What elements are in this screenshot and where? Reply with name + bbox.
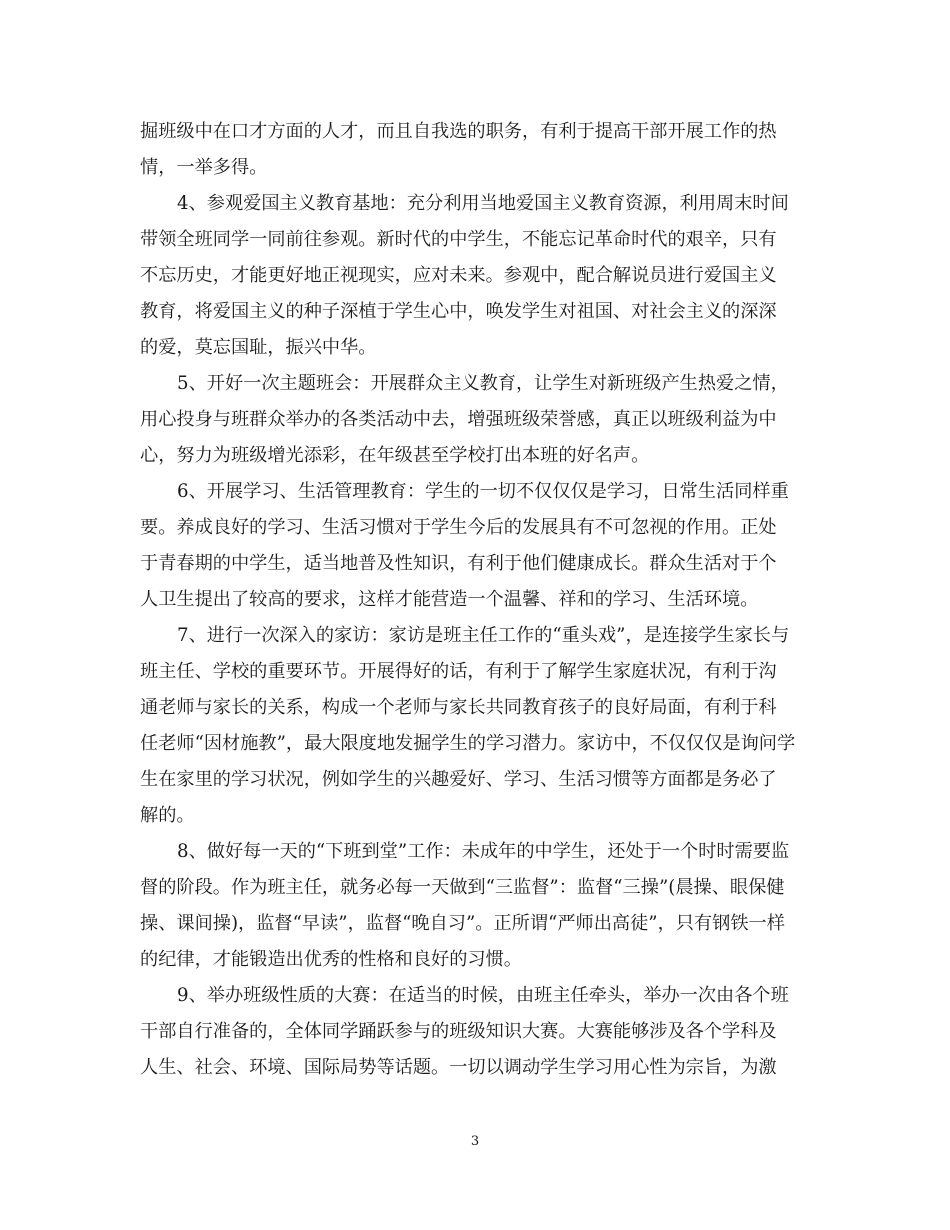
paragraph-start-line: 7、进行一次深入的家访：家访是班主任工作的“重头戏”，是连接学生家长与 [177,625,790,646]
text-line: 不忘历史，才能更好地正视现实，应对未来。参观中，配合解说员进行爱国主义 [140,265,777,286]
text-line: 情，一举多得。 [140,157,268,178]
text-line: 班主任、学校的重要环节。开展得好的话，有利于了解学生家庭状况，有利于沟 [140,661,777,682]
text-line: 督的阶段。作为班主任，就务必每一天做到“三监督”：监督“三操”(晨操、眼保健 [140,877,785,898]
text-line: 用心投身与班群众举办的各类活动中去，增强班级荣誉感，真正以班级利益为中 [140,409,777,430]
text-line: 干部自行准备的，全体同学踊跃参与的班级知识大赛。大赛能够涉及各个学科及 [140,1021,777,1042]
text-line: 生在家里的学习状况，例如学生的兴趣爱好、学习、生活习惯等方面都是务必了 [140,769,777,790]
paragraph-start-line: 8、做好每一天的“下班到堂”工作：未成年的中学生，还处于一个时时需要监 [177,841,790,862]
text-line: 人生、社会、环境、国际局势等话题。一切以调动学生学习用心性为宗旨，为激 [140,1057,777,1078]
text-line: 的爱，莫忘国耻，振兴中华。 [140,337,377,358]
text-line: 于青春期的中学生，适当地普及性知识，有利于他们健康成长。群众生活对于个 [140,553,777,574]
body-text [140,114,816,1086]
text-line: 带领全班同学一同前往参观。新时代的中学生，不能忘记革命时代的艰辛，只有 [140,229,777,250]
text-line: 教育，将爱国主义的种子深植于学生心中，唤发学生对祖国、对社会主义的深深 [140,301,777,322]
text-line: 掘班级中在口才方面的人才，而且自我选的职务，有利于提高干部开展工作的热 [140,121,777,142]
text-line: 操、课间操)，监督“早读”，监督“晚自习”。正所谓“严师出高徒”，只有钢铁一样 [140,913,785,934]
paragraph-start-line: 9、举办班级性质的大赛：在适当的时候，由班主任牵头，举办一次由各个班 [177,985,789,1006]
text-line: 人卫生提出了较高的要求，这样才能营造一个温馨、祥和的学习、生活环境。 [140,589,759,610]
text-line: 心，努力为班级增光添彩，在年级甚至学校打出本班的好名声。 [140,445,650,466]
paragraph-start-line: 4、参观爱国主义教育基地：充分利用当地爱国主义教育资源，利用周末时间 [177,193,789,214]
text-line: 要。养成良好的学习、生活习惯对于学生今后的发展具有不可忽视的作用。正处 [140,517,777,538]
text-line: 通老师与家长的关系，构成一个老师与家长共同教育孩子的良好局面，有利于科 [140,697,777,718]
paragraph-start-line: 6、开展学习、生活管理教育：学生的一切不仅仅仅是学习，日常生活同样重 [177,481,789,502]
text-line: 任老师“因材施教”，最大限度地发掘学生的学习潜力。家访中，不仅仅仅是询问学 [140,733,796,754]
text-line: 的纪律，才能锻造出优秀的性格和良好的习惯。 [140,949,522,970]
text-line: 解的。 [140,805,195,826]
page-number: 3 [470,1134,480,1149]
paragraph-start-line: 5、开好一次主题班会：开展群众主义教育，让学生对新班级产生热爱之情， [177,373,789,394]
